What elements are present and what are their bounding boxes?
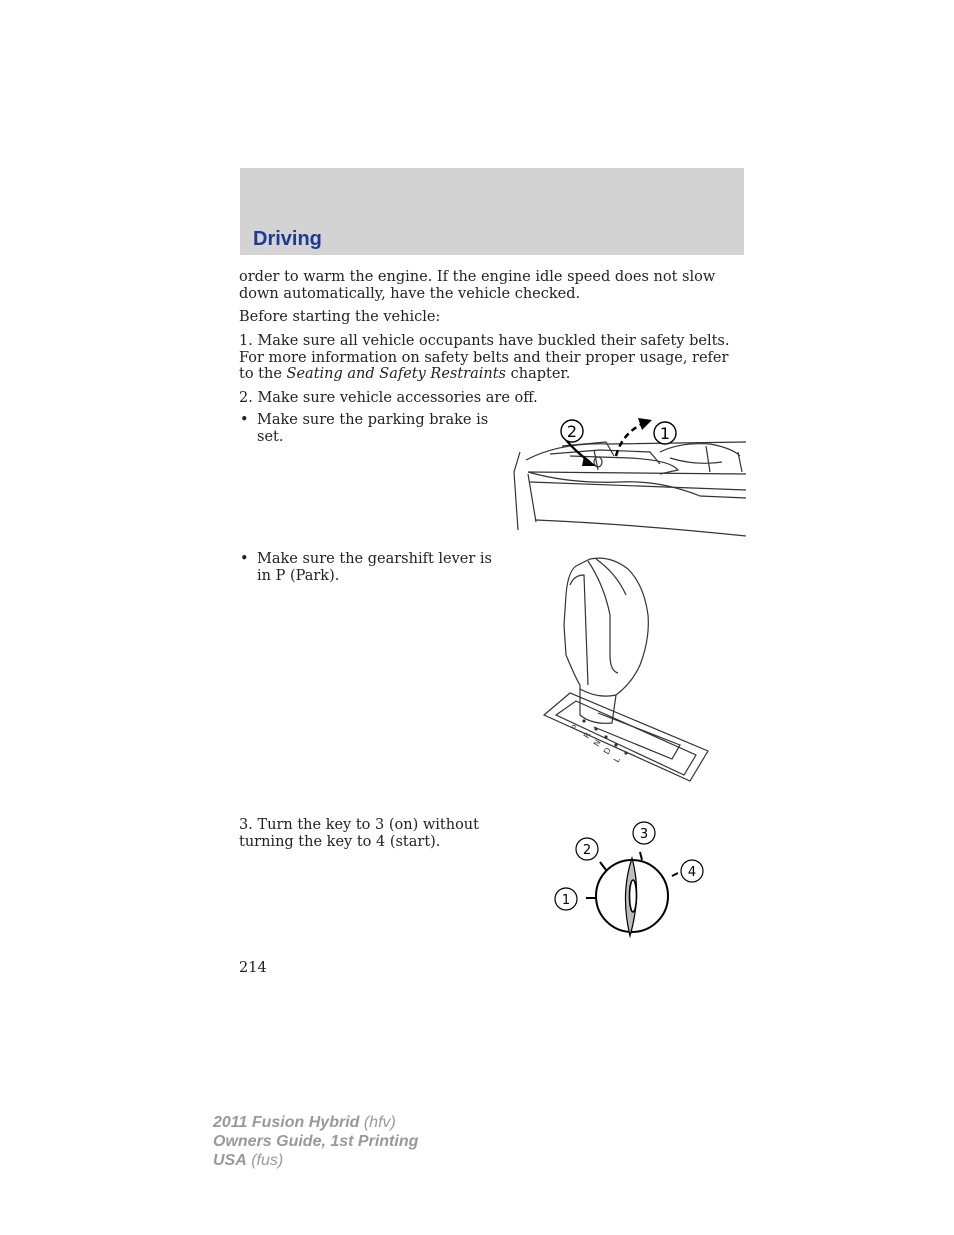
bullet-dot: • <box>240 551 249 567</box>
footer-guide: Owners Guide, 1st Printing <box>213 1133 419 1150</box>
footer-market-code: (fus) <box>246 1152 284 1169</box>
section-title: Driving <box>253 228 322 250</box>
gear-position-l: L <box>611 755 622 764</box>
footer <box>213 1113 418 1170</box>
paragraph-safety-belts <box>239 333 744 383</box>
footer-line-3 <box>213 1151 418 1170</box>
brake-label-2: 2 <box>566 422 578 441</box>
bullet-gearshift-text: Make sure the gearshift lever is in P (Park). <box>257 551 492 584</box>
paragraph-warm-engine: order to warm the engine. If the engine idle speed does not slow down automatically, have the vehicle checked. <box>239 269 716 302</box>
parking-brake-illustration <box>510 412 746 538</box>
paragraph-turn-key: 3. Turn the key to 3 (on) without turning the key to 4 (start). <box>239 817 479 850</box>
footer-model: 2011 Fusion Hybrid <box>213 1114 360 1131</box>
paragraph-before-starting: Before starting the vehicle: <box>239 309 441 325</box>
safety-belts-text-end: chapter. <box>506 366 571 382</box>
gear-position-p: P <box>569 723 581 732</box>
ignition-illustration <box>548 818 708 940</box>
gear-position-n: N <box>591 738 603 748</box>
ignition-label-1: 1 <box>561 893 571 908</box>
page-number: 214 <box>239 960 267 976</box>
ignition-label-2: 2 <box>582 843 592 858</box>
ignition-label-4: 4 <box>687 865 697 880</box>
gearshift-illustration <box>540 555 712 795</box>
footer-line-1 <box>213 1113 418 1132</box>
footer-line-2 <box>213 1132 418 1151</box>
footer-market: USA <box>213 1152 247 1169</box>
bullet-parking-brake-text: Make sure the parking brake is set. <box>257 412 489 445</box>
ignition-label-3: 3 <box>639 827 649 842</box>
bullet-dot: • <box>240 412 249 428</box>
safety-belts-text: 1. Make sure all vehicle occupants have buckled their safety belts. For more information on safety belts and their proper usage, refer to the <box>239 333 730 382</box>
paragraph-accessories: 2. Make sure vehicle accessories are off. <box>239 390 538 406</box>
gear-position-d: D <box>601 746 613 756</box>
gear-position-r: R <box>581 730 593 740</box>
brake-label-1: 1 <box>659 424 671 443</box>
chapter-reference: Seating and Safety Restraints <box>286 366 506 382</box>
footer-model-code: (hfv) <box>359 1114 396 1131</box>
